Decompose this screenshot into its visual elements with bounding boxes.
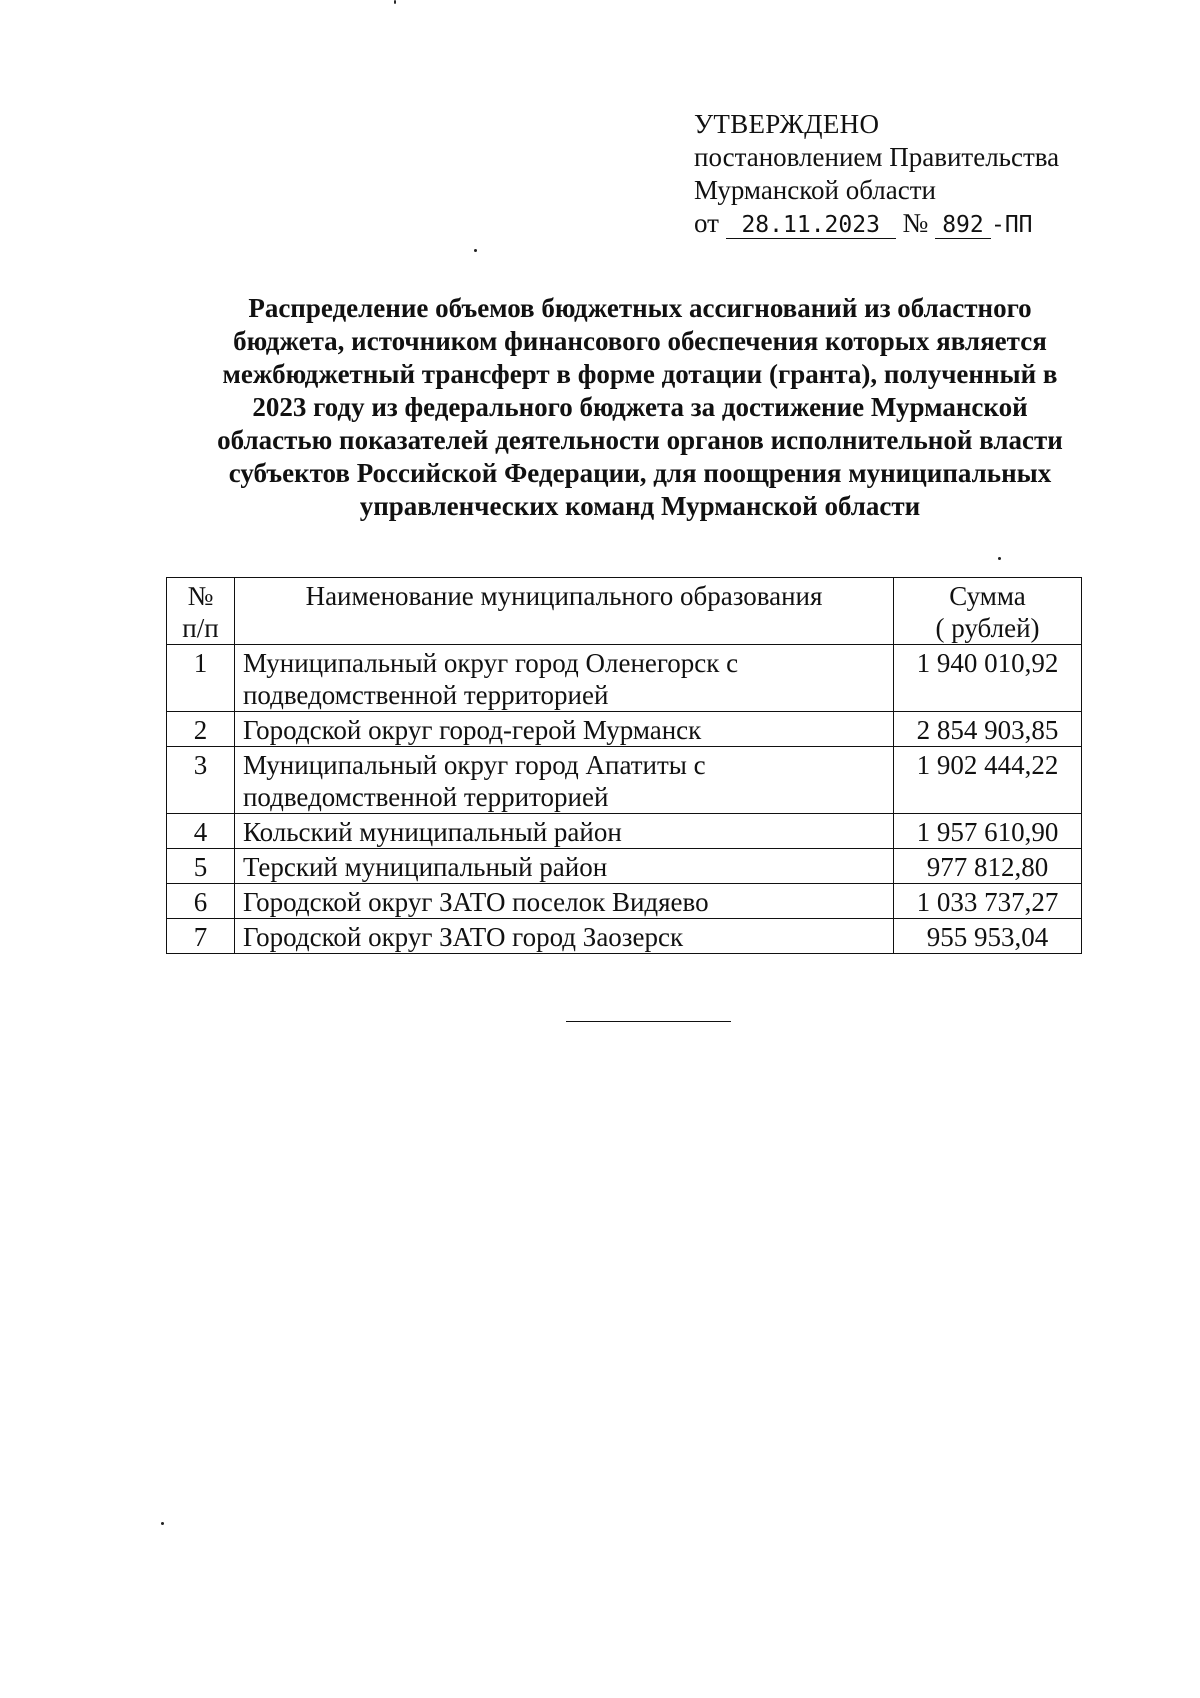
title-line: областью показателей деятельности органов исполнительной власти bbox=[217, 425, 1063, 455]
table-row bbox=[167, 645, 1082, 712]
title-line: Распределение объемов бюджетных ассигнований из областного bbox=[248, 293, 1032, 323]
title-line: управленческих команд Мурманской области bbox=[359, 491, 921, 521]
title-line: 2023 году из федерального бюджета за достижение Мурманской bbox=[252, 392, 1028, 422]
header-name: Наименование муниципального образования bbox=[234, 578, 893, 645]
date-prefix: от bbox=[694, 208, 719, 238]
table-row bbox=[167, 712, 1082, 747]
row-municipality: Терский муниципальный район bbox=[234, 849, 893, 884]
title-line: межбюджетный трансферт в форме дотации (гранта), полученный в bbox=[222, 359, 1058, 389]
header-number-line-2: п/п bbox=[182, 613, 219, 643]
document-title bbox=[190, 292, 1090, 523]
header-number-line-1: № bbox=[187, 581, 214, 611]
title-line: субъектов Российской Федерации, для поощрения муниципальных bbox=[228, 458, 1052, 488]
header-number bbox=[167, 578, 235, 645]
approval-line-2: Мурманской области bbox=[694, 175, 936, 205]
table-row bbox=[167, 884, 1082, 919]
approval-date-line bbox=[694, 207, 1059, 242]
row-municipality: Городской округ ЗАТО поселок Видяево bbox=[234, 884, 893, 919]
table-row bbox=[167, 747, 1082, 814]
row-municipality: Муниципальный округ город Апатиты с подведомственной территорией bbox=[234, 747, 893, 814]
row-municipality: Городской округ город-герой Мурманск bbox=[234, 712, 893, 747]
table-row bbox=[167, 814, 1082, 849]
scan-speck bbox=[998, 557, 1001, 560]
end-of-document-rule bbox=[566, 1021, 731, 1022]
header-sum-line-1: Сумма bbox=[949, 581, 1026, 611]
row-number: 6 bbox=[167, 884, 235, 919]
row-number: 5 bbox=[167, 849, 235, 884]
approval-number-suffix: -ПП bbox=[990, 212, 1033, 238]
header-sum-line-2: ( рублей) bbox=[935, 613, 1040, 643]
table-header-row bbox=[167, 578, 1082, 645]
row-sum: 1 033 737,27 bbox=[894, 884, 1082, 919]
header-sum bbox=[894, 578, 1082, 645]
scan-speck bbox=[161, 1522, 164, 1525]
table-row bbox=[167, 849, 1082, 884]
row-municipality: Городской округ ЗАТО город Заозерск bbox=[234, 919, 893, 954]
row-sum: 955 953,04 bbox=[894, 919, 1082, 954]
row-municipality: Кольский муниципальный район bbox=[234, 814, 893, 849]
number-sign: № bbox=[902, 208, 929, 238]
scan-speck bbox=[394, 0, 396, 4]
row-number: 3 bbox=[167, 747, 235, 814]
row-number: 1 bbox=[167, 645, 235, 712]
approval-number: 892 bbox=[935, 212, 991, 239]
row-sum: 1 940 010,92 bbox=[894, 645, 1082, 712]
row-sum: 1 902 444,22 bbox=[894, 747, 1082, 814]
approval-heading: УТВЕРЖДЕНО bbox=[694, 109, 880, 139]
scan-speck bbox=[474, 249, 477, 252]
row-municipality: Муниципальный округ город Оленегорск с подведомственной территорией bbox=[234, 645, 893, 712]
approval-stamp bbox=[694, 108, 1059, 242]
approval-line-1: постановлением Правительства bbox=[694, 142, 1060, 172]
row-sum: 2 854 903,85 bbox=[894, 712, 1082, 747]
row-number: 2 bbox=[167, 712, 235, 747]
row-number: 4 bbox=[167, 814, 235, 849]
approval-date: 28.11.2023 bbox=[726, 212, 896, 239]
row-sum: 1 957 610,90 bbox=[894, 814, 1082, 849]
row-number: 7 bbox=[167, 919, 235, 954]
table-row bbox=[167, 919, 1082, 954]
row-sum: 977 812,80 bbox=[894, 849, 1082, 884]
title-line: бюджета, источником финансового обеспечения которых является bbox=[233, 326, 1047, 356]
allocation-table bbox=[166, 577, 1082, 954]
